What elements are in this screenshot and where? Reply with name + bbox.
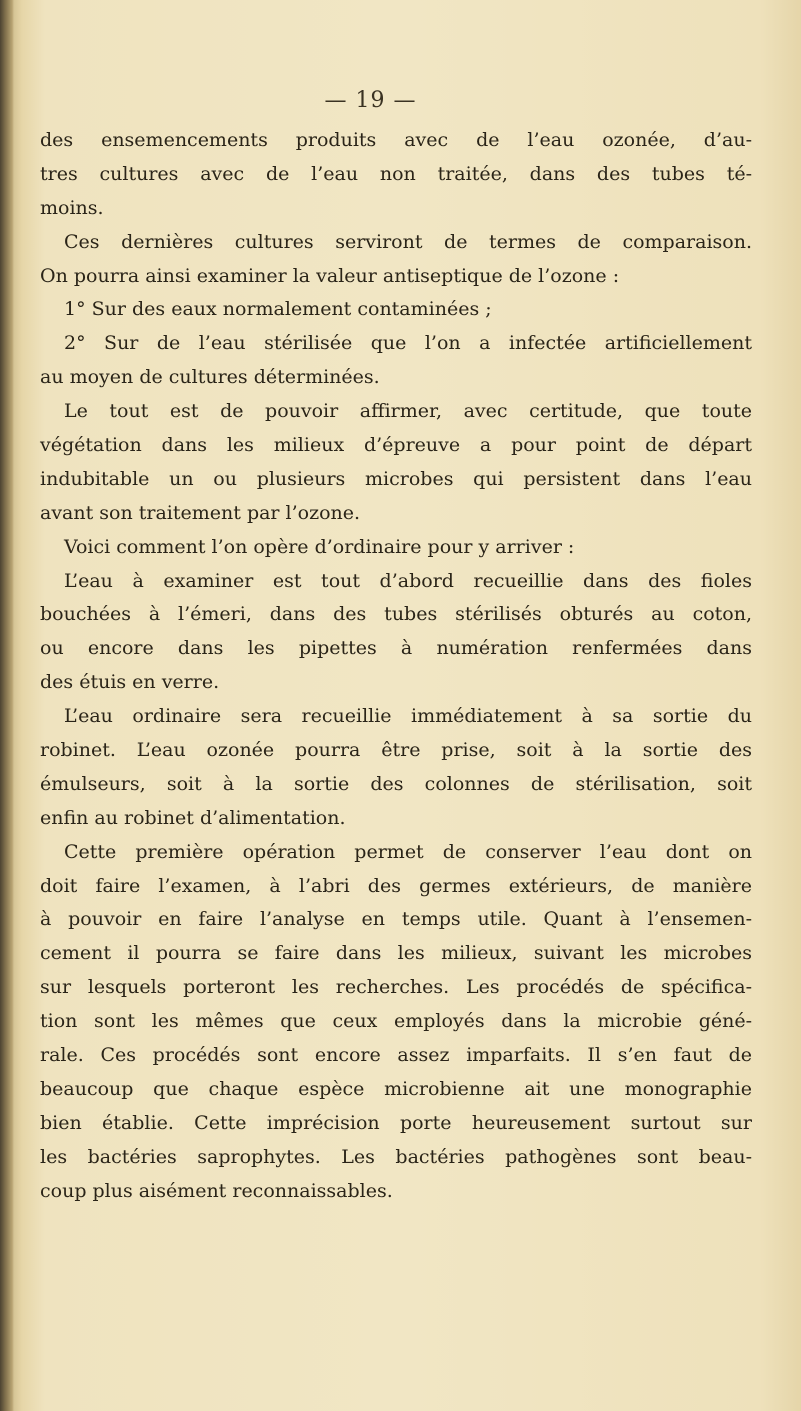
- text-line: sur lesquels porteront les recherches. Les procédés de spécifica-: [40, 976, 752, 999]
- text-line: 1° Sur des eaux normalement contaminées ;: [64, 298, 492, 321]
- text-line: au moyen de cultures déterminées.: [40, 366, 380, 389]
- text-line: robinet. L’eau ozonée pourra être prise, soit à la sortie des: [40, 739, 752, 762]
- text-line: des étuis en verre.: [40, 671, 220, 694]
- page-number: — 19 —: [324, 88, 417, 113]
- text-line: bien établie. Cette imprécision porte heureusement surtout sur: [40, 1111, 752, 1134]
- text-line: Le tout est de pouvoir affirmer, avec certitude, que toute: [64, 400, 752, 423]
- text-line: coup plus aisément reconnaissables.: [40, 1179, 393, 1202]
- text-line: émulseurs, soit à la sortie des colonnes de stérilisation, soit: [40, 772, 752, 795]
- text-line: On pourra ainsi examiner la valeur antiseptique de l’ozone :: [40, 264, 620, 287]
- body-text: [40, 124, 752, 1209]
- text-line: Ces dernières cultures serviront de termes de comparaison.: [64, 230, 752, 253]
- text-line: Voici comment l’on opère d’ordinaire pour y arriver :: [64, 535, 575, 558]
- text-line: L’eau ordinaire sera recueillie immédiatement à sa sortie du: [64, 705, 752, 728]
- text-line: cement il pourra se faire dans les milieux, suivant les microbes: [40, 942, 752, 965]
- text-line: les bactéries saprophytes. Les bactéries pathogènes sont beau-: [40, 1145, 752, 1168]
- text-line: ou encore dans les pipettes à numération renfermées dans: [40, 637, 752, 660]
- text-line: tion sont les mêmes que ceux employés dans la microbie géné-: [40, 1010, 752, 1033]
- text-line: doit faire l’examen, à l’abri des germes extérieurs, de manière: [40, 874, 752, 897]
- text-line: avant son traitement par l’ozone.: [40, 501, 361, 524]
- text-line: beaucoup que chaque espèce microbienne ait une monographie: [40, 1077, 752, 1100]
- text-line: rale. Ces procédés sont encore assez imparfaits. Il s’en faut de: [40, 1044, 752, 1067]
- text-line: à pouvoir en faire l’analyse en temps utile. Quant à l’ensemen-: [40, 908, 752, 931]
- text-line: Cette première opération permet de conserver l’eau dont on: [64, 840, 752, 863]
- text-line: moins.: [40, 196, 104, 219]
- book-binding-edge: [0, 0, 14, 1411]
- text-line: tres cultures avec de l’eau non traitée, dans des tubes té-: [40, 162, 752, 185]
- text-line: enfin au robinet d’alimentation.: [40, 806, 346, 829]
- text-line: des ensemencements produits avec de l’eau ozonée, d’au-: [40, 129, 752, 151]
- text-line: végétation dans les milieux d’épreuve a pour point de départ: [40, 434, 752, 457]
- text-line: L’eau à examiner est tout d’abord recueillie dans des fioles: [64, 569, 752, 592]
- text-line: bouchées à l’émeri, dans des tubes stérilisés obturés au coton,: [40, 603, 752, 626]
- text-line: 2° Sur de l’eau stérilisée que l’on a infectée artificiellement: [64, 332, 752, 355]
- text-line: indubitable un ou plusieurs microbes qui persistent dans l’eau: [40, 467, 752, 490]
